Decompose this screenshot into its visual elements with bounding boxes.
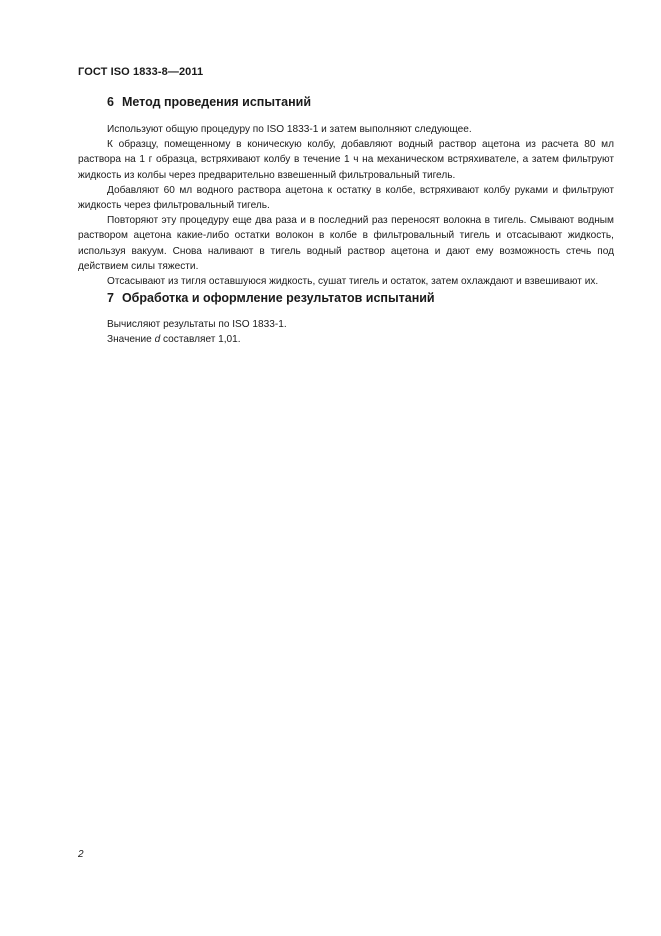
paragraph: Повторяют эту процедуру еще два раза и в последний раз переносят волокна в тигель. Смывают водным раствором ацетона какие-либо остатки волокон в колбе в фильтровальный тигель и отсасывают жидкость, используя вакуум. Снова наливают в тигель водный раствор ацетона и дают ему возможность стечь под действием силы тяжести. <box>78 215 614 272</box>
paragraph: Используют общую процедуру по ISO 1833-1 и затем выполняют следующее. <box>107 124 472 135</box>
paragraph: К образцу, помещенному в коническую колбу, добавляют водный раствор ацетона из расчета 80 мл раствора на 1 г образца, встряхивают колбу в течение 1 ч на механическом встряхивателе, а затем фильтруют жидкость из колбы через предварительно взвешенный фильтровальный тигель. <box>78 139 614 181</box>
section-6-heading <box>107 95 311 109</box>
section-6-body <box>78 122 614 289</box>
paragraph: Отсасывают из тигля оставшуюся жидкость, сушат тигель и остаток, затем охлаждают и взвешивают их. <box>107 276 599 288</box>
document-header: ГОСТ ISO 1833-8—2011 <box>78 66 204 78</box>
value-prefix: Значение <box>107 334 155 346</box>
section-7-heading <box>107 291 435 305</box>
section-6-number: 6 <box>107 95 114 109</box>
page-number: 2 <box>78 849 84 860</box>
paragraph: Добавляют 60 мл водного раствора ацетона к остатку в колбе, встряхивают колбу руками и фильтруют жидкость через фильтровальный тигель. <box>78 184 614 212</box>
section-6-title: Метод проведения испытаний <box>121 95 312 109</box>
value-line <box>78 332 614 347</box>
section-7-title: Обработка и оформление результатов испытаний <box>121 291 435 305</box>
paragraph: Вычисляют результаты по ISO 1833-1. <box>107 319 287 330</box>
value-suffix: составляет 1,01. <box>160 334 241 346</box>
section-7-number: 7 <box>107 291 114 305</box>
value-symbol: d <box>154 334 161 346</box>
section-7-body <box>78 317 614 347</box>
